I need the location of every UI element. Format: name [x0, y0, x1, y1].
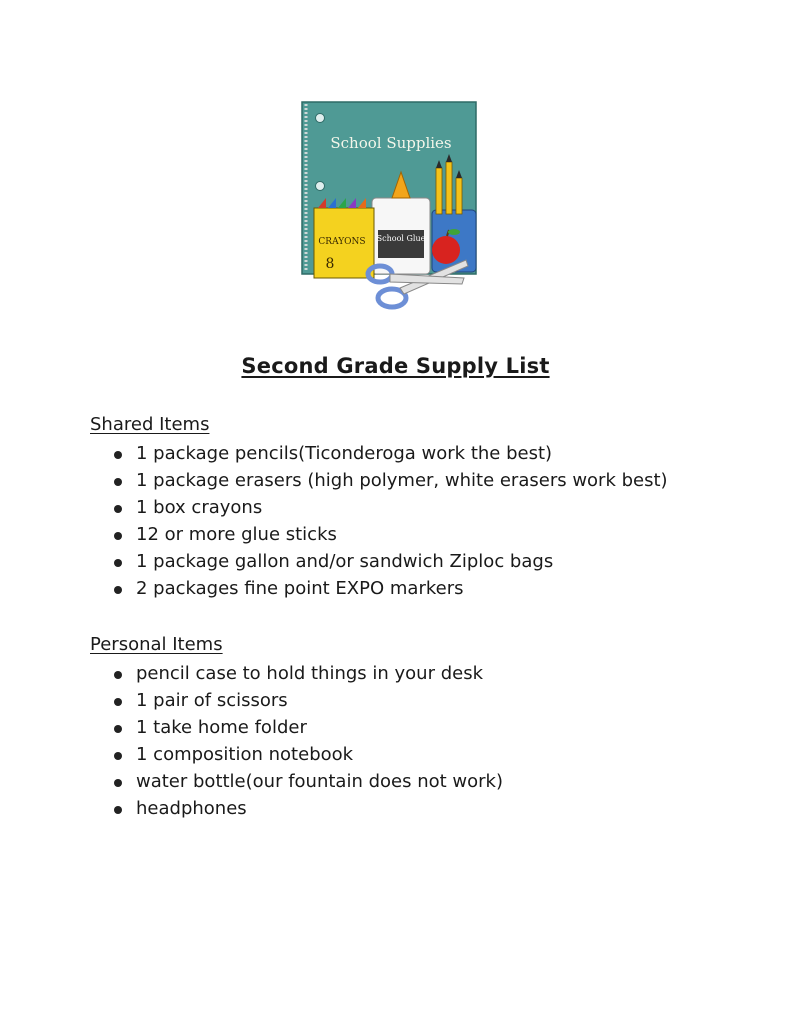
apple-icon — [432, 236, 460, 264]
svg-text:School Supplies: School Supplies — [330, 134, 452, 152]
list-item: 2 packages fine point EXPO markers — [114, 575, 750, 602]
personal-items-section — [90, 632, 750, 822]
shared-items-list — [90, 440, 750, 602]
list-item: pencil case to hold things in your desk — [114, 660, 750, 687]
personal-items-list — [90, 660, 750, 822]
svg-text:School Glue: School Glue — [376, 234, 426, 243]
shared-items-heading: Shared Items — [90, 414, 210, 435]
list-item: 1 pair of scissors — [114, 687, 750, 714]
personal-items-heading: Personal Items — [90, 634, 223, 655]
list-item: 1 box crayons — [114, 494, 750, 521]
list-item: 1 package erasers (high polymer, white erasers work best) — [114, 467, 750, 494]
list-item: 1 package gallon and/or sandwich Ziploc bags — [114, 548, 750, 575]
list-item: 1 take home folder — [114, 714, 750, 741]
shared-items-section — [90, 412, 750, 602]
list-item: 1 package pencils(Ticonderoga work the best) — [114, 440, 750, 467]
list-item: 1 composition notebook — [114, 741, 750, 768]
svg-text:CRAYONS: CRAYONS — [318, 237, 366, 247]
list-item: headphones — [114, 795, 750, 822]
list-item: water bottle(our fountain does not work) — [114, 768, 750, 795]
svg-text:8: 8 — [325, 256, 335, 272]
school-supplies-clipart — [296, 98, 484, 312]
list-item: 12 or more glue sticks — [114, 521, 750, 548]
page-title: Second Grade Supply List — [241, 354, 550, 378]
